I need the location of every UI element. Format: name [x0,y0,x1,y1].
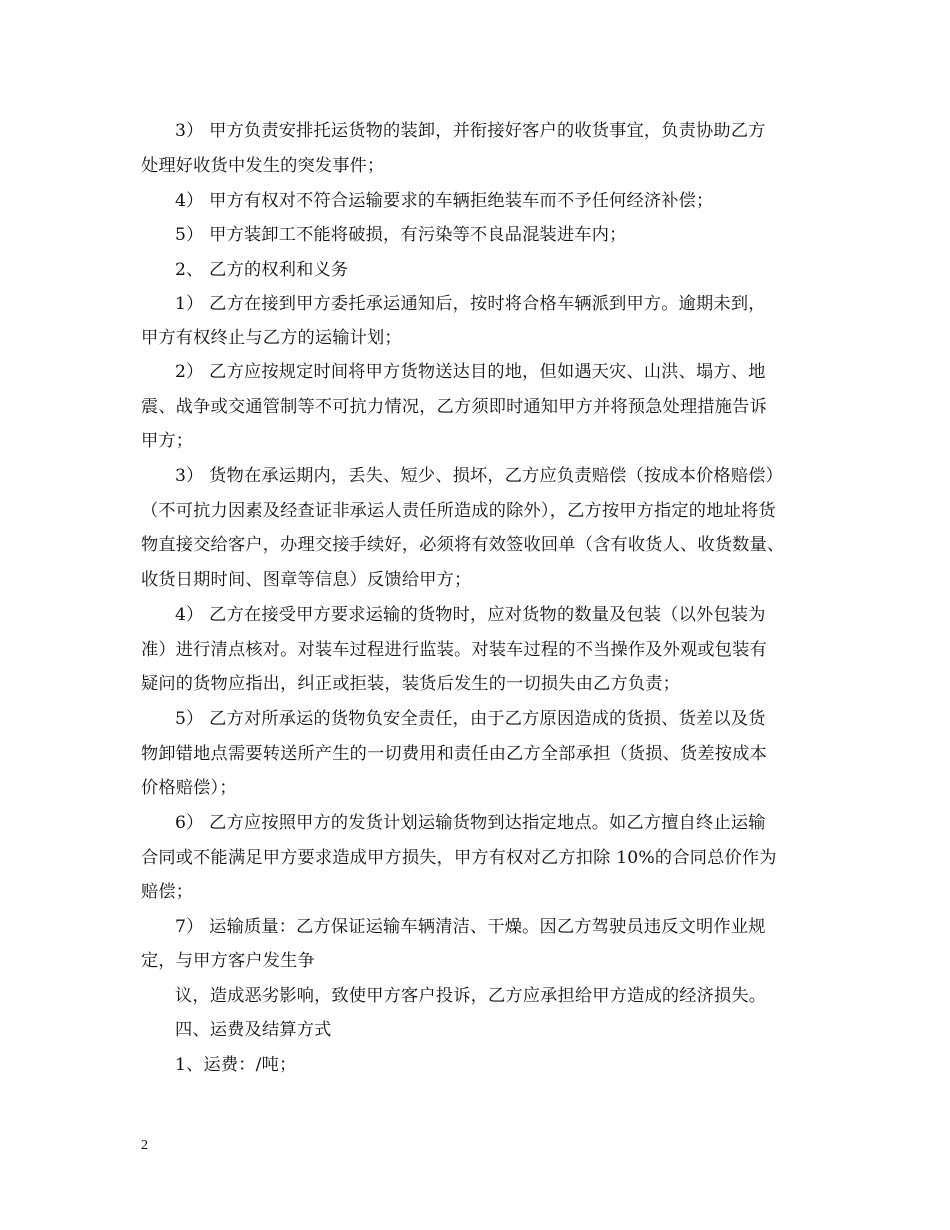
text-line: 4） 甲方有权对不符合运输要求的车辆拒绝装车而不予任何经济补偿； [175,191,714,211]
text-line: 合同或不能满足甲方要求造成甲方损失，甲方有权对乙方扣除 10%的合同总价作为 [141,848,777,868]
text-line: 议，造成恶劣影响，致使甲方客户投诉，乙方应承担给甲方造成的经济损失。 [175,986,767,1006]
text-line: 定，与甲方客户发生争 [141,951,315,971]
text-line: 1） 乙方在接到甲方委托承运通知后，按时将合格车辆派到甲方。逾期未到， [175,294,766,314]
text-line: 价格赔偿）； [141,778,237,798]
text-line: 收货日期时间、图章等信息）反馈给甲方； [141,570,472,590]
text-line: 1、运费：/吨； [175,1055,297,1075]
text-line: 6） 乙方应按照甲方的发货计划运输货物到达指定地点。如乙方擅自终止运输 [175,813,766,833]
text-line: 3） 货物在承运期内，丢失、短少、损坏，乙方应负责赔偿（按成本价格赔偿） [175,466,783,486]
page-number: 2 [141,1138,148,1153]
text-line: 4） 乙方在接受甲方要求运输的货物时，应对货物的数量及包装（以外包装为 [175,605,766,625]
text-line: 甲方； [141,431,194,451]
text-line: 震、战争或交通管制等不可抗力情况，乙方须即时通知甲方并将预急处理措施告诉 [141,397,767,417]
text-line: 5） 乙方对所承运的货物负安全责任，由于乙方原因造成的货损、货差以及货 [175,709,766,729]
text-line: 准）进行清点核对。对装车过程进行监装。对装车过程的不当操作及外观或包装有 [141,640,767,660]
text-line: （不可抗力因素及经查证非承运人责任所造成的除外），乙方按甲方指定的地址将货 [141,501,776,521]
text-line: 处理好收货中发生的突发事件； [141,156,385,176]
text-line: 5） 甲方装卸工不能将破损，有污染等不良品混装进车内； [175,225,627,245]
text-line: 2） 乙方应按规定时间将甲方货物送达目的地，但如遇天灾、山洪、塌方、地 [175,362,766,382]
text-line: 赔偿； [141,882,194,902]
text-line: 疑问的货物应指出，纠正或拒装，装货后发生的一切损失由乙方负责； [141,674,681,694]
text-line: 物直接交给客户，办理交接手续好，必须将有效签收回单（含有收货人、收货数量、 [141,535,785,555]
section-heading: 2、 乙方的权利和义务 [175,260,349,280]
text-line: 物卸错地点需要转送所产生的一切费用和责任由乙方全部承担（货损、货差按成本 [141,744,767,764]
text-line: 甲方有权终止与乙方的运输计划； [141,328,402,348]
text-line: 7） 运输质量：乙方保证运输车辆清洁、干燥。因乙方驾驶员违反文明作业规 [175,917,766,937]
text-line: 3） 甲方负责安排托运货物的装卸，并衔接好客户的收货事宜，负责协助乙方 [175,121,766,141]
section-heading: 四、运费及结算方式 [175,1020,332,1040]
